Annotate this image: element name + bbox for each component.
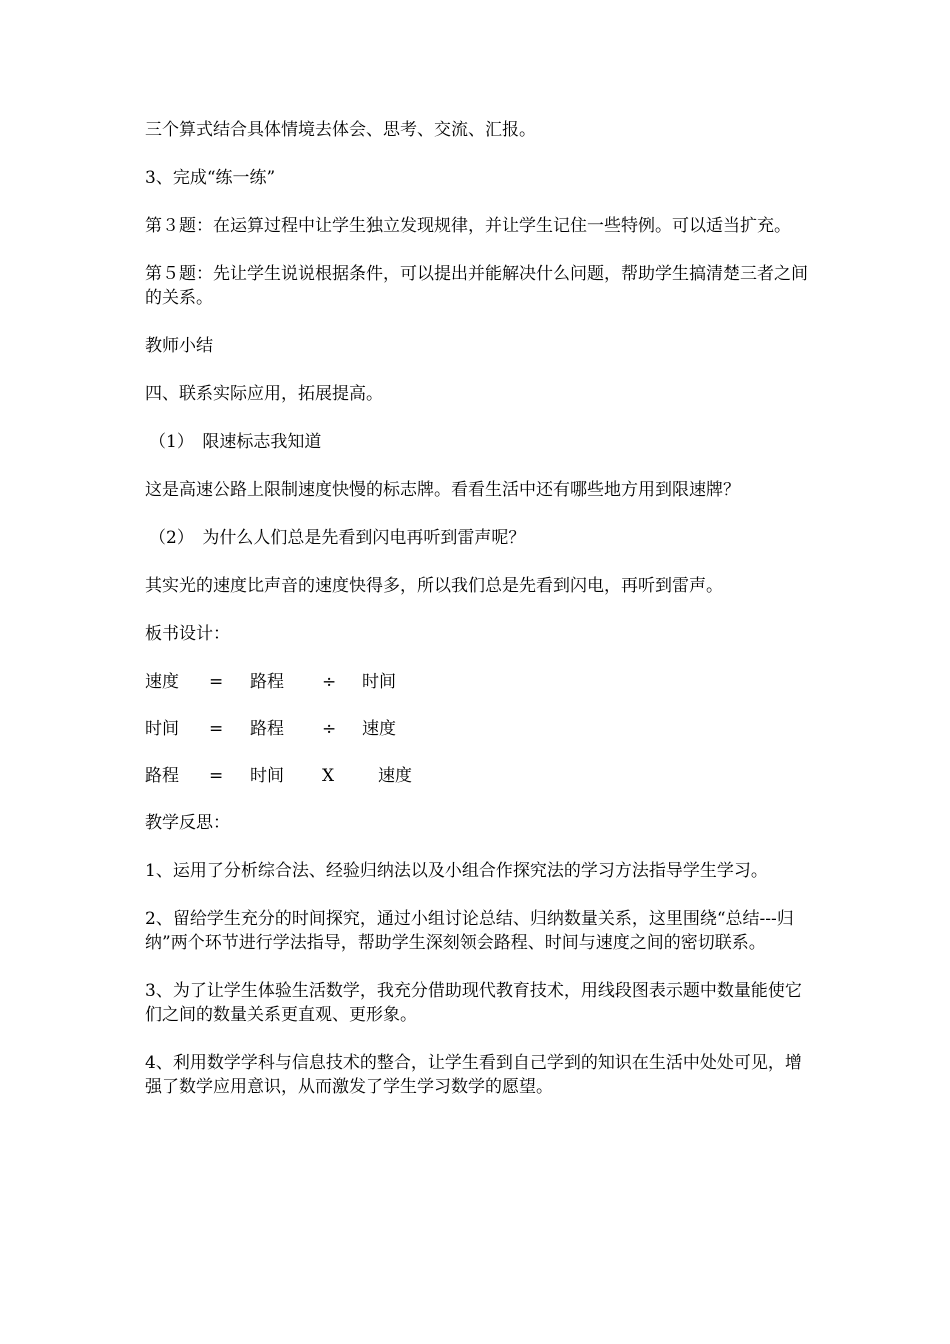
formula-term: 路程	[250, 672, 284, 692]
heading-teaching-reflection: 教学反思：	[145, 813, 230, 833]
paragraph-item-2: （2） 为什么人们总是先看到闪电再听到雷声呢？	[149, 528, 526, 548]
formula-term: 时间	[250, 766, 284, 786]
formula-equals: =	[209, 672, 224, 692]
paragraph-teacher-summary: 教师小结	[145, 336, 213, 356]
formula-row-time	[145, 717, 810, 741]
formula-equals: =	[209, 719, 224, 739]
formula-operator: ÷	[322, 672, 337, 692]
formula-term: 时间	[145, 719, 179, 739]
paragraph-practice-heading: 3、完成“练一练”	[145, 168, 276, 188]
paragraph-speed-sign: 这是高速公路上限制速度快慢的标志牌。看看生活中还有哪些地方用到限速牌？	[145, 480, 740, 500]
paragraph-activity-summary: 三个算式结合具体情境去体会、思考、交流、汇报。	[145, 120, 536, 140]
formula-term: 路程	[145, 766, 179, 786]
formula-operator: X	[322, 766, 335, 786]
paragraph-item-1: （1） 限速标志我知道	[149, 432, 322, 452]
document-body	[145, 118, 810, 1123]
paragraph-reflection-3: 3、为了让学生体验生活数学，我充分借助现代教育技术，用线段图表示题中数量能使它们之间的数量关系更直观、更形象。	[145, 981, 802, 1025]
formula-term: 时间	[362, 672, 396, 692]
formula-term: 速度	[378, 766, 412, 786]
formula-operator: ÷	[322, 719, 337, 739]
section-heading-application: 四、联系实际应用，拓展提高。	[145, 384, 383, 404]
formula-term: 路程	[250, 719, 284, 739]
paragraph-light-sound: 其实光的速度比声音的速度快得多，所以我们总是先看到闪电，再听到雷声。	[145, 576, 723, 596]
paragraph-exercise-3: 第３题：在运算过程中让学生独立发现规律，并让学生记住一些特例。可以适当扩充。	[145, 216, 791, 236]
paragraph-reflection-4: 4、利用数学学科与信息技术的整合，让学生看到自己学到的知识在生活中处处可见，增强了数学应用意识，从而激发了学生学习数学的愿望。	[145, 1053, 802, 1097]
formula-term: 速度	[145, 672, 179, 692]
formula-row-speed	[145, 670, 810, 694]
heading-board-design: 板书设计：	[145, 624, 230, 644]
formula-term: 速度	[362, 719, 396, 739]
paragraph-reflection-1: 1、运用了分析综合法、经验归纳法以及小组合作探究法的学习方法指导学生学习。	[145, 861, 768, 881]
formula-equals: =	[209, 766, 224, 786]
paragraph-reflection-2: 2、留给学生充分的时间探究，通过小组讨论总结、归纳数量关系，这里围绕“总结---归纳”两个环节进行学法指导，帮助学生深刻领会路程、时间与速度之间的密切联系。	[145, 909, 794, 953]
formula-row-distance	[145, 764, 810, 788]
paragraph-exercise-5: 第５题：先让学生说说根据条件，可以提出并能解决什么问题，帮助学生搞清楚三者之间的关系。	[145, 264, 808, 308]
